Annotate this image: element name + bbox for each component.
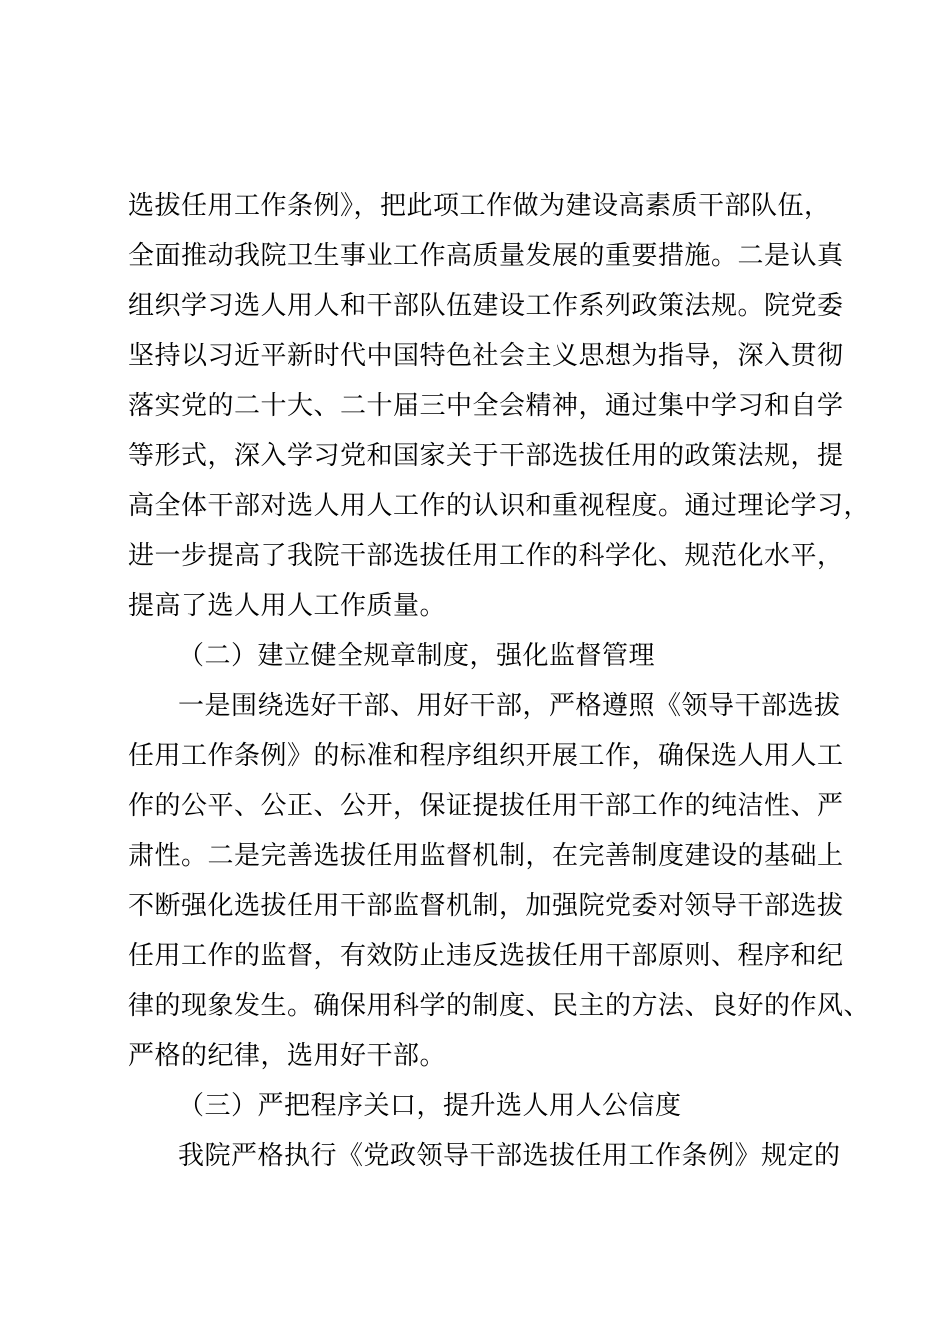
paragraph-first-line: 我院严格执行《党政领导干部选拔任用工作条例》规定的 xyxy=(178,1141,841,1171)
body-text-line: 提高了选人用人工作质量。 xyxy=(128,591,447,621)
section-heading-2: （二）建立健全规章制度，强化监督管理 xyxy=(178,641,656,671)
body-text-line: 进一步提高了我院干部选拔任用工作的科学化、规范化水平， xyxy=(128,541,844,571)
body-text-line: 等形式，深入学习党和国家关于干部选拔任用的政策法规，提 xyxy=(128,441,844,471)
body-text-line: 落实党的二十大、二十届三中全会精神，通过集中学习和自学 xyxy=(128,391,844,421)
body-text-line: 作的公平、公正、公开，保证提拔任用干部工作的纯洁性、严 xyxy=(128,791,844,821)
body-text-line: 任用工作的监督，有效防止违反选拔任用干部原则、程序和纪 xyxy=(128,941,844,971)
paragraph-first-line: 一是围绕选好干部、用好干部，严格遵照《领导干部选拔 xyxy=(178,691,841,721)
section-heading-3: （三）严把程序关口，提升选人用人公信度 xyxy=(178,1091,682,1121)
body-text-line: 选拔任用工作条例》，把此项工作做为建设高素质干部队伍， xyxy=(128,191,831,221)
body-text-line: 律的现象发生。确保用科学的制度、民主的方法、良好的作风、 xyxy=(128,991,871,1021)
body-text-line: 组织学习选人用人和干部队伍建设工作系列政策法规。院党委 xyxy=(128,291,844,321)
body-text-line: 坚持以习近平新时代中国特色社会主义思想为指导，深入贯彻 xyxy=(128,341,844,371)
body-text-line: 肃性。二是完善选拔任用监督机制，在完善制度建设的基础上 xyxy=(128,841,844,871)
body-text-line: 不断强化选拔任用干部监督机制，加强院党委对领导干部选拔 xyxy=(128,891,844,921)
body-text-line: 高全体干部对选人用人工作的认识和重视程度。通过理论学习， xyxy=(128,491,871,521)
body-text-line: 严格的纪律，选用好干部。 xyxy=(128,1041,447,1071)
body-text-line: 全面推动我院卫生事业工作高质量发展的重要措施。二是认真 xyxy=(128,241,844,271)
body-text-line: 任用工作条例》的标准和程序组织开展工作，确保选人用人工 xyxy=(128,741,844,771)
